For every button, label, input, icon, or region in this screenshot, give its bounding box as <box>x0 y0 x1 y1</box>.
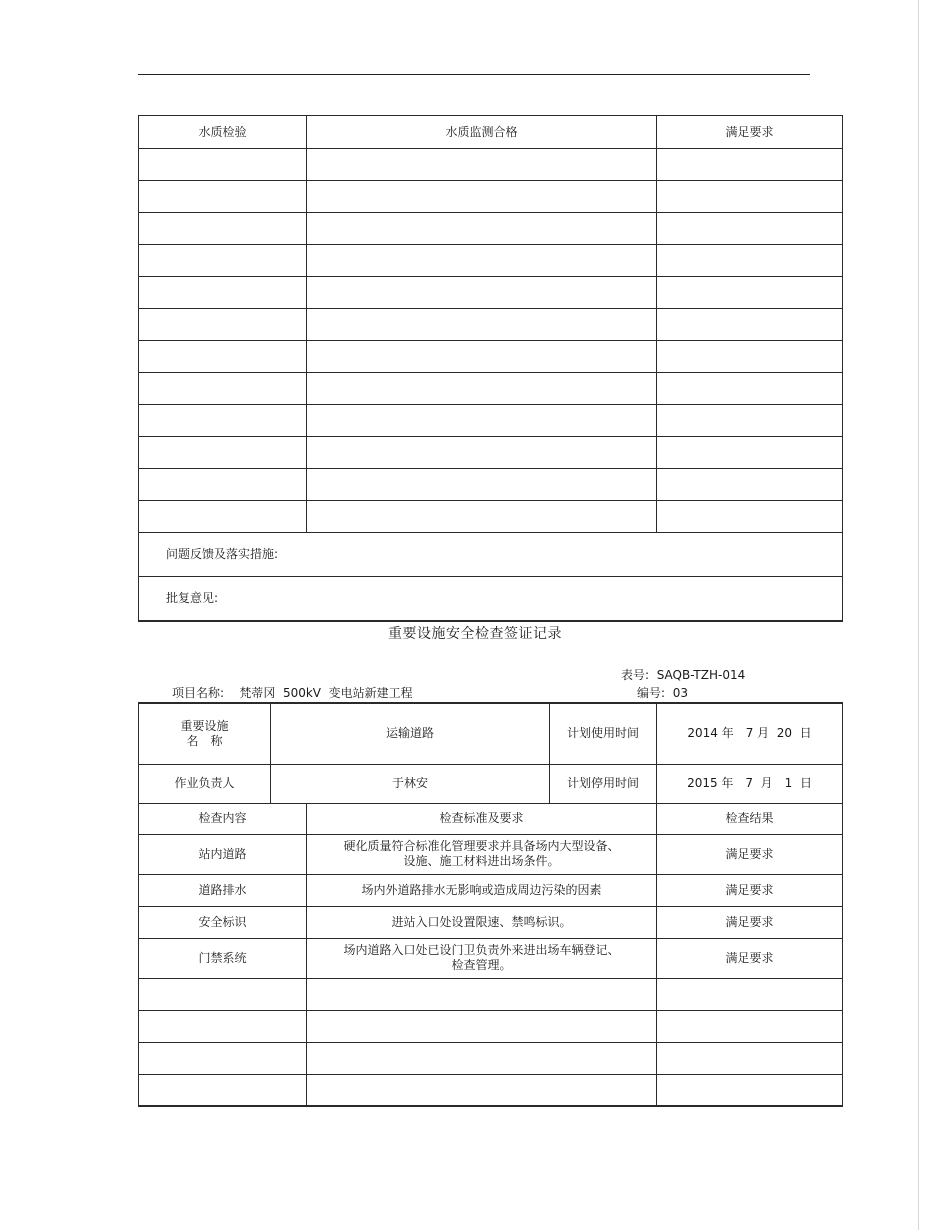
table-cell <box>139 341 307 373</box>
table-cell <box>139 213 307 245</box>
table-cell <box>307 213 657 245</box>
blank-check-row <box>139 1042 843 1074</box>
facility-label-line-2: 名 称 <box>186 733 223 748</box>
table-cell <box>657 469 843 501</box>
check-item: 门禁系统 <box>139 938 307 978</box>
check-item: 道路排水 <box>139 874 307 906</box>
page-edge-line <box>918 0 919 1230</box>
table-cell <box>139 149 307 181</box>
table-cell <box>139 437 307 469</box>
check-result: 满足要求 <box>657 874 843 906</box>
table-cell <box>657 978 843 1010</box>
check-standard-text: 进站入口处设置限速、禁鸣标识。 <box>391 914 572 929</box>
check-standard-text: 场内外道路排水无影响或造成周边污染的因素 <box>361 882 602 897</box>
check-standard <box>307 906 657 938</box>
table-cell <box>139 1074 307 1106</box>
water-table-row <box>139 469 843 501</box>
table-cell <box>139 1042 307 1074</box>
water-quality-table <box>138 115 843 622</box>
table-cell <box>307 149 657 181</box>
table-cell <box>657 437 843 469</box>
header-cell-meets-requirement: 满足要求 <box>657 116 843 149</box>
feedback-label: 问题反馈及落实措施: <box>139 533 843 577</box>
check-row <box>139 938 843 978</box>
table-cell <box>139 181 307 213</box>
water-table-row <box>139 501 843 533</box>
blank-check-row <box>139 1010 843 1042</box>
form-number <box>621 666 745 683</box>
table-cell <box>139 501 307 533</box>
facility-inspection-table <box>138 702 843 1107</box>
water-table-row <box>139 245 843 277</box>
project-name-value: 梵蒂冈 500kV 变电站新建工程 <box>239 686 413 700</box>
check-header-standard: 检查标准及要求 <box>307 803 657 834</box>
check-header-row <box>139 803 843 834</box>
table-cell <box>139 405 307 437</box>
table-cell <box>307 277 657 309</box>
facility-name-value: 运输道路 <box>271 703 550 764</box>
facility-label-line-1: 重要设施 <box>180 718 229 733</box>
check-result: 满足要求 <box>657 834 843 874</box>
table-cell <box>657 405 843 437</box>
lead-row <box>139 764 843 803</box>
check-row <box>139 906 843 938</box>
check-standard <box>307 938 657 978</box>
lead-name: 于林安 <box>271 764 550 803</box>
form-title: 重要设施安全检查签证记录 <box>388 626 562 642</box>
header-cell-water-inspection: 水质检验 <box>139 116 307 149</box>
check-standard-text: 场内道路入口处已设门卫负责外来进出场车辆登记、 检查管理。 <box>343 943 620 972</box>
table-cell <box>139 277 307 309</box>
check-row <box>139 834 843 874</box>
serial-number-label: 编号: <box>637 686 666 700</box>
water-table-row <box>139 405 843 437</box>
water-table-row <box>139 341 843 373</box>
table-cell <box>307 437 657 469</box>
table-cell <box>307 1042 657 1074</box>
table-cell <box>139 1010 307 1042</box>
check-standard-text: 硬化质量符合标准化管理要求并具备场内大型设备、 设施、施工材料进出场条件。 <box>343 839 620 868</box>
table-cell <box>657 341 843 373</box>
lead-label: 作业负责人 <box>139 764 271 803</box>
table-cell <box>657 277 843 309</box>
header-cell-water-monitoring: 水质监测合格 <box>307 116 657 149</box>
plan-stop-date: 2015 年 7 月 1 日 <box>657 764 843 803</box>
table-cell <box>307 978 657 1010</box>
plan-use-date: 2014 年 7 月 20 日 <box>657 703 843 764</box>
check-item: 站内道路 <box>139 834 307 874</box>
header-rule <box>138 74 810 75</box>
serial-number <box>637 684 688 701</box>
table-cell <box>657 309 843 341</box>
form-number-label: 表号: <box>621 668 650 682</box>
project-name <box>172 684 413 701</box>
table-cell <box>657 1042 843 1074</box>
blank-check-row <box>139 978 843 1010</box>
table-cell <box>139 469 307 501</box>
table-cell <box>657 1010 843 1042</box>
approval-row <box>139 577 843 621</box>
table-cell <box>657 501 843 533</box>
facility-row <box>139 703 843 764</box>
water-table-row <box>139 149 843 181</box>
plan-stop-label: 计划停用时间 <box>550 764 657 803</box>
table-cell <box>139 245 307 277</box>
table-cell <box>307 405 657 437</box>
table-cell <box>139 978 307 1010</box>
table-cell <box>139 309 307 341</box>
serial-number-value: 03 <box>672 686 688 700</box>
blank-check-row <box>139 1074 843 1106</box>
water-table-row <box>139 213 843 245</box>
check-header-result: 检查结果 <box>657 803 843 834</box>
form-number-value: SAQB-TZH-014 <box>656 668 746 682</box>
water-table-row <box>139 309 843 341</box>
check-result: 满足要求 <box>657 938 843 978</box>
project-name-label: 项目名称: <box>172 686 225 700</box>
table-cell <box>307 309 657 341</box>
feedback-row <box>139 533 843 577</box>
table-cell <box>307 1074 657 1106</box>
water-table-row <box>139 373 843 405</box>
table-cell <box>307 1010 657 1042</box>
table-cell <box>307 245 657 277</box>
water-table-row <box>139 181 843 213</box>
water-table-row <box>139 437 843 469</box>
approval-label: 批复意见: <box>139 577 843 621</box>
check-header-content: 检查内容 <box>139 803 307 834</box>
table-cell <box>307 469 657 501</box>
check-standard <box>307 834 657 874</box>
check-item: 安全标识 <box>139 906 307 938</box>
table-cell <box>307 501 657 533</box>
table-cell <box>307 341 657 373</box>
table-cell <box>657 213 843 245</box>
plan-use-label: 计划使用时间 <box>550 703 657 764</box>
water-table-row <box>139 277 843 309</box>
check-result: 满足要求 <box>657 906 843 938</box>
check-row <box>139 874 843 906</box>
check-standard <box>307 874 657 906</box>
table-cell <box>139 373 307 405</box>
table-cell <box>307 373 657 405</box>
facility-name-label-cell <box>139 703 271 764</box>
table-cell <box>307 181 657 213</box>
table-cell <box>657 1074 843 1106</box>
table-cell <box>657 149 843 181</box>
water-table-header-row <box>139 116 843 149</box>
table-cell <box>657 373 843 405</box>
table-cell <box>657 181 843 213</box>
table-cell <box>657 245 843 277</box>
